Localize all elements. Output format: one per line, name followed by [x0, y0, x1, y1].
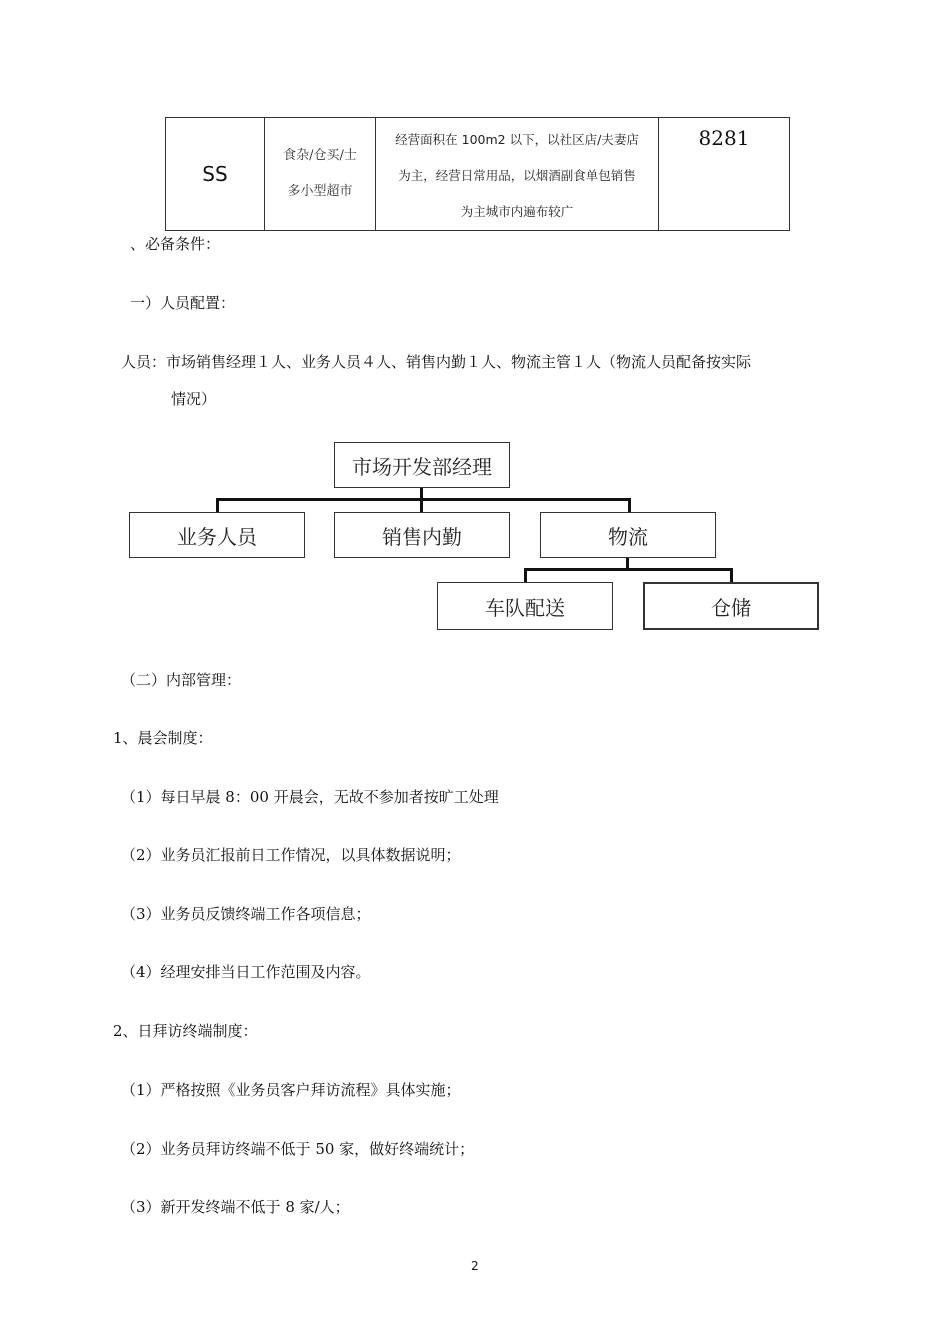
org-connector	[420, 498, 423, 512]
internal-management-heading: （二）内部管理：	[121, 671, 242, 689]
org-node-sales: 业务人员	[129, 512, 305, 558]
staffing-text-continued: 情况）	[171, 390, 217, 408]
store-type-line: 多小型超市	[287, 184, 353, 199]
list-item: （3）新开发终端不低于 8 家/人；	[121, 1198, 350, 1216]
list-item: （2）业务员拜访终端不低于 50 家，做好终端统计；	[121, 1140, 475, 1158]
org-node-root: 市场开发部经理	[334, 442, 510, 488]
store-type-table	[165, 117, 790, 231]
org-node-internal-sales: 销售内勤	[334, 512, 510, 558]
list-item: （1）严格按照《业务员客户拜访流程》具体实施；	[121, 1081, 461, 1099]
store-count-cell: 8281	[659, 118, 790, 231]
staffing-heading: 一）人员配置：	[130, 294, 236, 312]
description-line: 经营面积在 100m2 以下，以社区店/夫妻店	[395, 132, 639, 147]
org-node-storage: 仓储	[643, 582, 819, 630]
description-line: 为主城市内遍布较广	[460, 204, 574, 219]
list-item: （1）每日早晨 8：00 开晨会，无故不参加者按旷工处理	[121, 788, 499, 806]
org-connector	[216, 498, 219, 512]
org-connector	[628, 498, 631, 512]
required-conditions-heading: 、必备条件：	[130, 235, 221, 253]
org-connector	[524, 568, 527, 582]
page-number: 2	[471, 1259, 479, 1273]
list-item: （2）业务员汇报前日工作情况，以具体数据说明；	[121, 846, 461, 864]
store-description-cell	[376, 118, 659, 231]
org-node-fleet: 车队配送	[437, 582, 613, 630]
org-node-logistics: 物流	[540, 512, 716, 558]
org-connector	[217, 498, 630, 501]
morning-meeting-heading: 1、晨会制度：	[113, 729, 213, 747]
list-item: （4）经理安排当日工作范围及内容。	[121, 963, 371, 981]
table-row	[166, 118, 790, 231]
staffing-text: 人员：市场销售经理１人、业务人员４人、销售内勤１人、物流主管１人（物流人员配备按实际	[121, 353, 752, 371]
store-type-cell	[265, 118, 376, 231]
daily-visit-heading: 2、日拜访终端制度：	[113, 1022, 258, 1040]
store-type-line: 食杂/仓买/士	[283, 148, 357, 163]
org-connector	[524, 568, 733, 571]
list-item: （3）业务员反馈终端工作各项信息；	[121, 905, 371, 923]
description-line: 为主，经营日常用品，以烟酒副食单包销售	[398, 168, 636, 183]
store-code-cell: SS	[166, 118, 265, 231]
org-connector	[730, 568, 733, 582]
